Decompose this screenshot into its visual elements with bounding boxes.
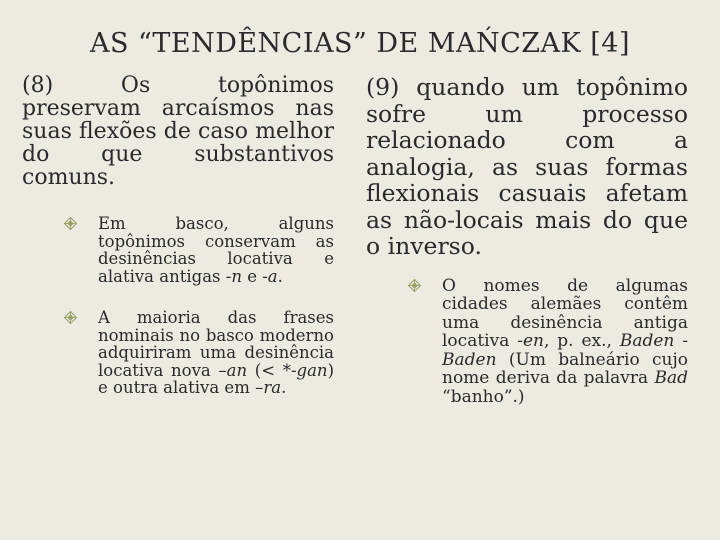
italic-term: Bad [654,368,688,388]
text-run: , p. ex., [544,331,620,351]
bullet-text [442,276,688,407]
right-intro-text: (9) quando um topônimo sofre um processo relacionado com a analogia, as suas formas flexionais casuais afetam as não-locais mais do que o inverso. [366,73,688,260]
diamond-bullet-icon [408,279,421,292]
text-run: “banho”.) [442,386,525,407]
text-run: . [281,378,287,397]
left-intro-text: (8) Os topônimos preservam arcaísmos nas suas flexões de caso melhor do que substantivos comuns. [22,73,334,190]
text-run: e [241,266,263,286]
bullet-item [22,215,334,285]
text-run: A maioria das frases nominais no basco moderno adquiriram uma desinência locativa nova [98,308,334,380]
italic-term: gan [296,360,328,380]
slide-title: AS “TENDÊNCIAS” DE MAŃCZAK [4] [89,28,631,59]
text-run: ) e outra alativa em [98,360,334,397]
left-column [22,74,334,397]
italic-term: -a [262,266,278,286]
left-bullet-list [22,215,334,397]
text-run: . [277,266,283,286]
text-run: (< *- [247,360,297,380]
diamond-bullet-icon [64,311,77,324]
bullet-text [98,308,334,397]
text-run: (Um balneário cujo nome deriva da palavra [442,349,688,388]
bullet-item [22,309,334,397]
italic-term: Baden -Baden [442,331,689,370]
right-column [366,74,688,406]
italic-term: –an [218,360,248,380]
bullet-item [366,277,688,407]
diamond-bullet-icon [64,217,77,230]
italic-term: –ra [255,378,282,397]
bullet-text [98,214,334,286]
italic-term: -n [225,266,242,286]
right-bullet-list [366,277,688,407]
text-run: Em basco, alguns topônimos conservam as desinências locativa e alativa antigas [98,214,334,286]
text-run: O nomes de algumas cidades alemães contêm uma desinência antiga locativa [442,275,688,351]
italic-term: -en [517,331,544,351]
